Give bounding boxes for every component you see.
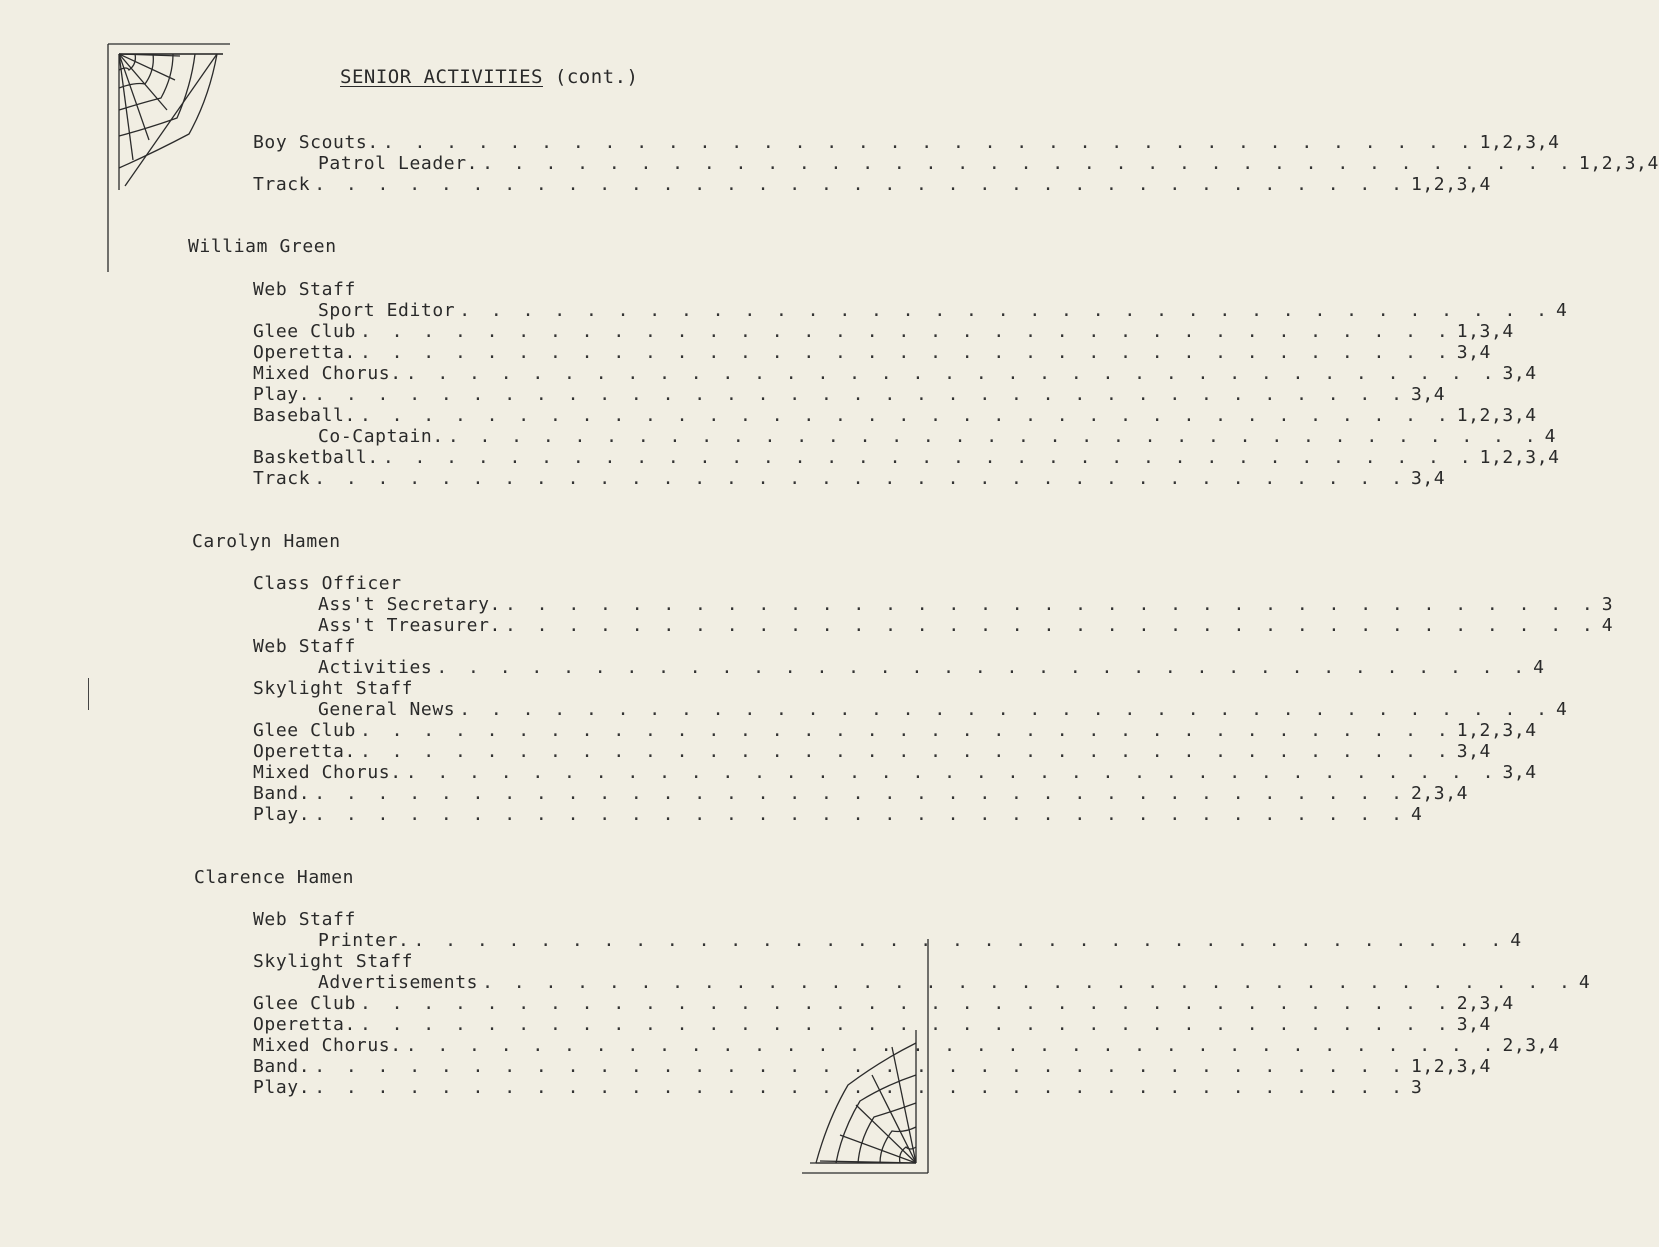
activity-row	[253, 363, 1537, 384]
dot-leader: . . . . . . . . . . . . . . . . . . . . . . . . . . . . . . . . . . .	[382, 447, 1476, 468]
activity-label: Ass't Secretary.	[318, 594, 501, 615]
activity-row	[318, 972, 1591, 993]
dot-leader: . . . . . . . . . . . . . . . . . . . . . . . . . . . . . . . . . . .	[359, 342, 1453, 363]
activity-row	[253, 174, 1491, 195]
dot-leader: . . . . . . . . . . . . . . . . . . . . . . . . . . . . . . . . . . .	[382, 132, 1476, 153]
activity-label: Track	[253, 468, 311, 489]
activity-row	[253, 720, 1537, 741]
activity-label: Glee Club	[253, 993, 356, 1014]
activity-years: 3,4	[1410, 468, 1446, 489]
activity-years: 1,2,3,4	[1479, 132, 1560, 153]
page-title	[340, 66, 638, 88]
dot-leader: . . . . . . . . . . . . . . . . . . . . . . . . . . . . . . . . . . .	[314, 468, 1407, 489]
dot-leader: . . . . . . . . . . . . . . . . . . . . . . . . . . . . . . . . . . .	[505, 594, 1598, 615]
dot-leader: . . . . . . . . . . . . . . . . . . . . . . . . . . . . . . . . . . .	[359, 993, 1453, 1014]
activity-row	[253, 447, 1560, 468]
activity-label: Play.	[253, 804, 311, 825]
activity-label: Mixed Chorus.	[253, 1035, 402, 1056]
activity-row	[253, 1014, 1491, 1035]
activity-years: 2,3,4	[1502, 1035, 1560, 1056]
activity-years: 4	[1601, 615, 1614, 636]
activity-years: 1,2,3,4	[1578, 153, 1659, 174]
activity-label: Play.	[253, 1077, 311, 1098]
activity-row	[253, 741, 1491, 762]
title-cont: (cont.)	[542, 66, 639, 88]
activity-label: Sport Editor	[318, 300, 456, 321]
dot-leader: . . . . . . . . . . . . . . . . . . . . . . . . . . . . . . . . . . .	[314, 174, 1407, 195]
activity-years: 3,4	[1502, 363, 1537, 384]
activity-years: 3	[1601, 594, 1614, 615]
dot-leader: . . . . . . . . . . . . . . . . . . . . . . . . . . . . . . . . . . .	[359, 741, 1453, 762]
activity-years: 4	[1544, 426, 1556, 447]
activity-group-heading: Web Staff	[253, 636, 356, 657]
activity-label: Basketball.	[253, 447, 379, 468]
activity-years: 3,4	[1410, 384, 1446, 405]
activity-years: 3,4	[1456, 342, 1491, 363]
activity-years: 1,2,3,4	[1410, 1056, 1491, 1077]
dot-leader: . . . . . . . . . . . . . . . . . . . . . . . . . . . . . . . . . . .	[482, 153, 1575, 174]
activity-row	[318, 426, 1556, 447]
activity-years: 1,2,3,4	[1479, 447, 1560, 468]
dot-leader: . . . . . . . . . . . . . . . . . . . . . . . . . . . . . . . . . . .	[405, 762, 1499, 783]
activity-years: 1,2,3,4	[1456, 405, 1537, 426]
student-name: Clarence Hamen	[194, 867, 355, 888]
activity-years: 4	[1556, 300, 1568, 321]
activity-row	[318, 594, 1614, 615]
activity-label: Operetta.	[253, 741, 356, 762]
student-name: William Green	[188, 236, 337, 257]
activity-years: 3	[1410, 1077, 1423, 1098]
activity-years: 3,4	[1456, 1014, 1491, 1035]
activity-row	[253, 762, 1537, 783]
activity-group-heading: Skylight Staff	[253, 951, 414, 972]
stray-mark	[88, 678, 89, 710]
dot-leader: . . . . . . . . . . . . . . . . . . . . . . . . . . . . . . . . . . .	[447, 426, 1541, 447]
activity-row	[318, 699, 1568, 720]
dot-leader: . . . . . . . . . . . . . . . . . . . . . . . . . . . . . . . . . . .	[505, 615, 1598, 636]
activity-label: Baseball.	[253, 405, 356, 426]
activity-row	[318, 300, 1568, 321]
activity-row	[253, 132, 1560, 153]
activity-years: 1,2,3,4	[1456, 720, 1537, 741]
activity-label: Boy Scouts.	[253, 132, 379, 153]
activity-label: Glee Club	[253, 720, 356, 741]
activity-row	[253, 342, 1491, 363]
activity-group-heading: Class Officer	[253, 573, 402, 594]
dot-leader: . . . . . . . . . . . . . . . . . . . . . . . . . . . . . . . . . . .	[436, 657, 1530, 678]
activity-years: 4	[1410, 804, 1423, 825]
activity-row	[253, 1056, 1491, 1077]
dot-leader: . . . . . . . . . . . . . . . . . . . . . . . . . . . . . . . . . . .	[413, 930, 1507, 951]
dot-leader: . . . . . . . . . . . . . . . . . . . . . . . . . . . . . . . . . . .	[459, 300, 1552, 321]
activity-years: 2,3,4	[1410, 783, 1469, 804]
activity-label: Activities	[318, 657, 433, 678]
activity-row	[253, 468, 1446, 489]
activity-label: Band.	[253, 783, 311, 804]
activity-label: Ass't Treasurer.	[318, 615, 501, 636]
activity-row	[253, 1077, 1423, 1098]
activity-label: Track	[253, 174, 311, 195]
activity-label: General News	[318, 699, 456, 720]
dot-leader: . . . . . . . . . . . . . . . . . . . . . . . . . . . . . . . . . . .	[359, 405, 1453, 426]
activity-row	[253, 321, 1514, 342]
activity-label: Co-Captain.	[318, 426, 444, 447]
activity-label: Advertisements	[318, 972, 479, 993]
activity-years: 3,4	[1502, 762, 1537, 783]
activity-label: Patrol Leader.	[318, 153, 479, 174]
activity-row	[253, 384, 1446, 405]
dot-leader: . . . . . . . . . . . . . . . . . . . . . . . . . . . . . . . . . . .	[359, 1014, 1453, 1035]
dot-leader: . . . . . . . . . . . . . . . . . . . . . . . . . . . . . . . . . . .	[314, 384, 1407, 405]
activity-years: 1,3,4	[1456, 321, 1514, 342]
dot-leader: . . . . . . . . . . . . . . . . . . . . . . . . . . . . . . . . . . .	[314, 804, 1407, 825]
activity-label: Band.	[253, 1056, 311, 1077]
activity-row	[253, 405, 1537, 426]
activity-years: 4	[1510, 930, 1522, 951]
dot-leader: . . . . . . . . . . . . . . . . . . . . . . . . . . . . . . . . . . .	[405, 1035, 1499, 1056]
dot-leader: . . . . . . . . . . . . . . . . . . . . . . . . . . . . . . . . . . .	[359, 720, 1453, 741]
activity-row	[253, 783, 1469, 804]
dot-leader: . . . . . . . . . . . . . . . . . . . . . . . . . . . . . . . . . . .	[314, 1056, 1407, 1077]
activity-years: 4	[1533, 657, 1545, 678]
activity-years: 2,3,4	[1456, 993, 1514, 1014]
dot-leader: . . . . . . . . . . . . . . . . . . . . . . . . . . . . . . . . . . .	[482, 972, 1575, 993]
activity-row	[318, 615, 1614, 636]
activity-row	[253, 804, 1423, 825]
activity-row	[318, 657, 1545, 678]
activity-label: Mixed Chorus.	[253, 762, 402, 783]
activity-group-heading: Web Staff	[253, 279, 356, 300]
activity-years: 4	[1556, 699, 1568, 720]
activity-label: Operetta.	[253, 342, 356, 363]
dot-leader: . . . . . . . . . . . . . . . . . . . . . . . . . . . . . . . . . . .	[359, 321, 1453, 342]
activity-label: Mixed Chorus.	[253, 363, 402, 384]
activity-years: 4	[1578, 972, 1591, 993]
activity-row	[253, 993, 1514, 1014]
activity-label: Play.	[253, 384, 311, 405]
dot-leader: . . . . . . . . . . . . . . . . . . . . . . . . . . . . . . . . . . .	[314, 1077, 1407, 1098]
activity-label: Operetta.	[253, 1014, 356, 1035]
activity-row	[253, 1035, 1560, 1056]
activity-years: 1,2,3,4	[1410, 174, 1491, 195]
title-main: SENIOR ACTIVITIES	[340, 66, 543, 88]
activity-group-heading: Web Staff	[253, 909, 356, 930]
activity-group-heading: Skylight Staff	[253, 678, 414, 699]
student-name: Carolyn Hamen	[192, 531, 341, 552]
activity-years: 3,4	[1456, 741, 1491, 762]
activity-row	[318, 930, 1522, 951]
activity-label: Printer.	[318, 930, 410, 951]
dot-leader: . . . . . . . . . . . . . . . . . . . . . . . . . . . . . . . . . . .	[405, 363, 1499, 384]
dot-leader: . . . . . . . . . . . . . . . . . . . . . . . . . . . . . . . . . . .	[459, 699, 1552, 720]
dot-leader: . . . . . . . . . . . . . . . . . . . . . . . . . . . . . . . . . . .	[314, 783, 1407, 804]
activity-label: Glee Club	[253, 321, 356, 342]
activity-row	[318, 153, 1659, 174]
